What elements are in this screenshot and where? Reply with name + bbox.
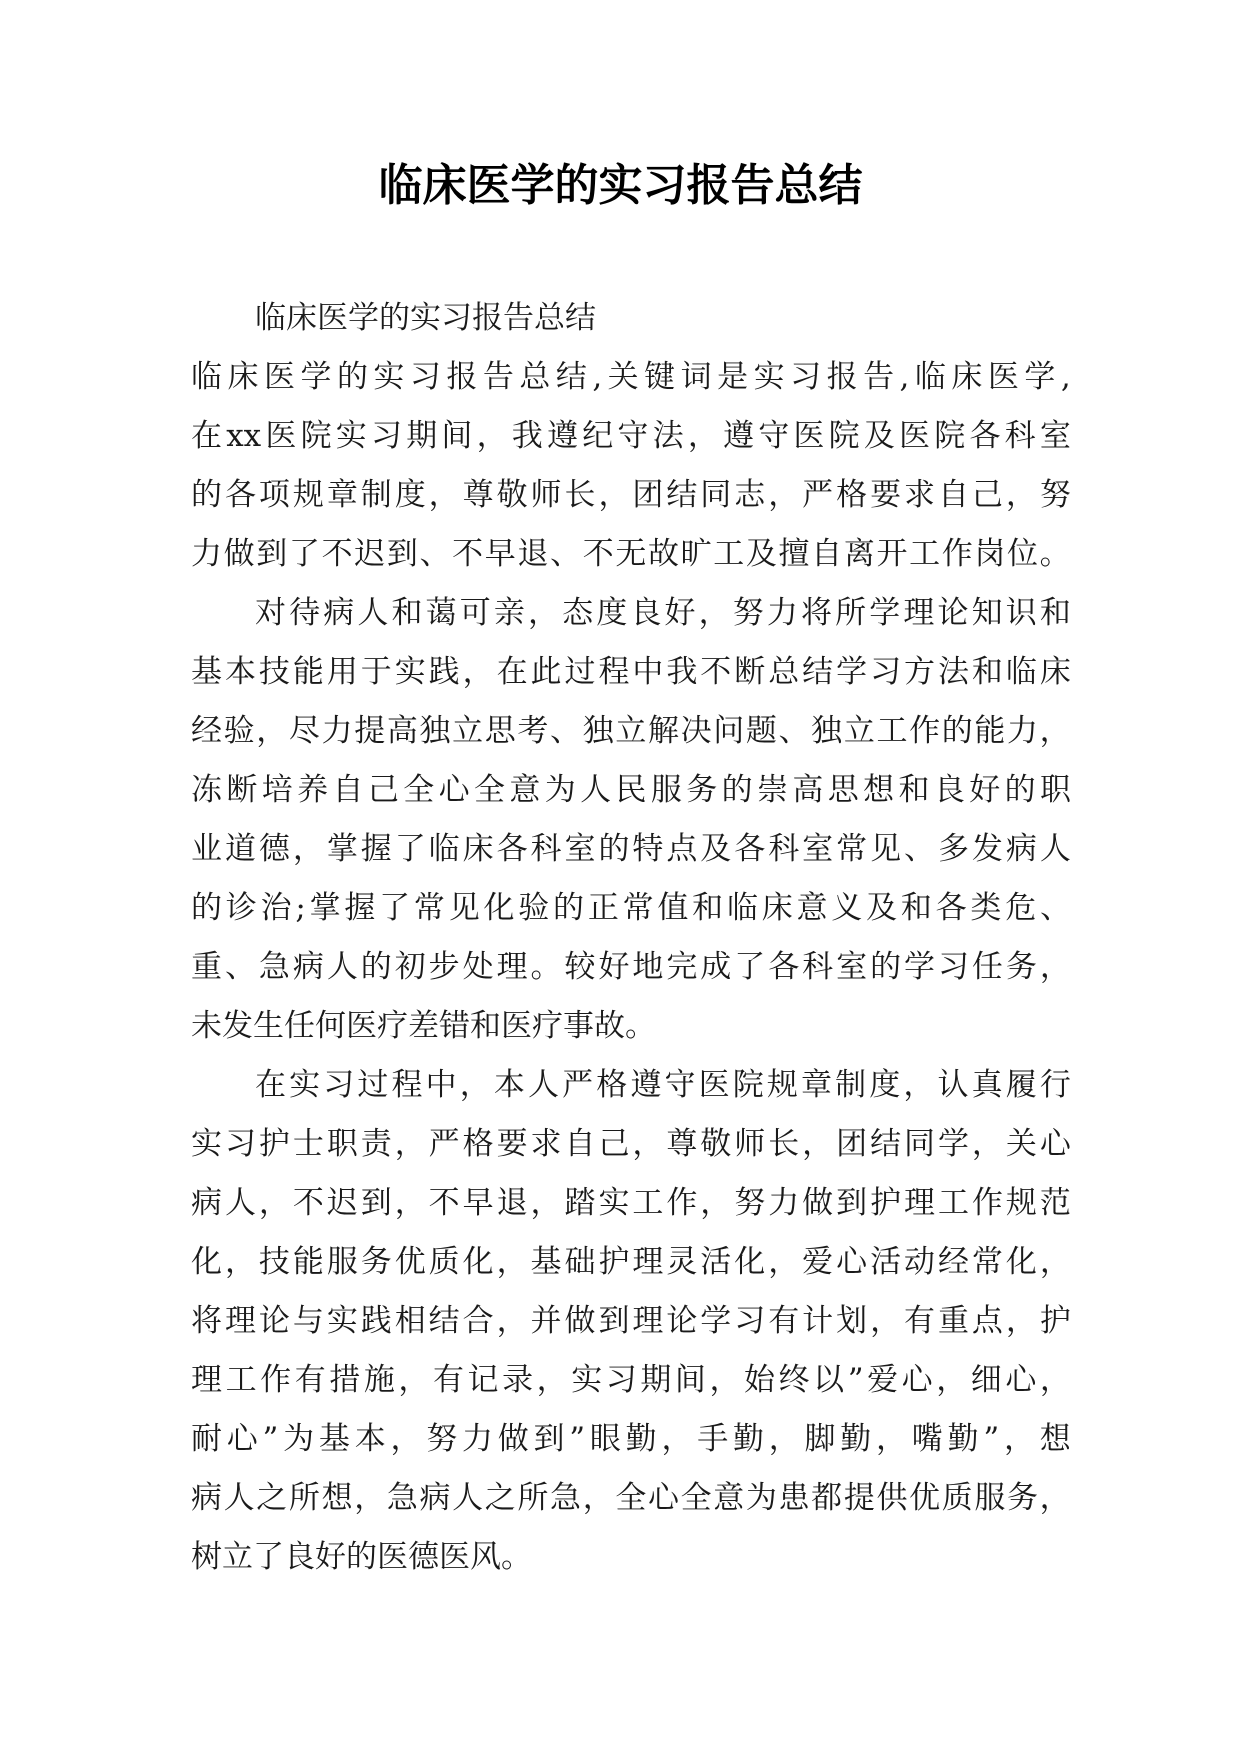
text-line: 树立了良好的医德医风。	[191, 1539, 532, 1575]
text-line: 对 待 病 人 和 蔼 可 亲 ， 态 度 良 好 ， 努 力 将 所 学 理 论 知 识 和	[255, 595, 1071, 631]
text-line: 理 工 作 有 措 施 ， 有 记 录 ， 实 习 期 间 ， 始 终 以 ” 爱 心 ， 细 心 ，	[191, 1362, 1071, 1398]
text-line: 病 人 ， 不 迟 到 ， 不 早 退 ， 踏 实 工 作 ， 努 力 做 到 护 理 工 作 规 范	[191, 1185, 1071, 1221]
text-line: 化 ， 技 能 服 务 优 质 化 ， 基 础 护 理 灵 活 化 ， 爱 心 活 动 经 常 化 ，	[191, 1244, 1071, 1280]
text-line: 病 人 之 所 想 ， 急 病 人 之 所 急 ， 全 心 全 意 为 患 都 提 供 优 质 服 务 ，	[191, 1480, 1071, 1516]
text-line: 临床医学的实习报告总结	[255, 300, 596, 336]
text-line: 的 各 项 规 章 制 度 ， 尊 敬 师 长 ， 团 结 同 志 ， 严 格 要 求 自 己 ， 努	[191, 477, 1071, 513]
document-title: 临床医学的实习报告总结	[378, 160, 863, 211]
document-body	[191, 289, 1071, 1587]
text-line: 重 、 急 病 人 的 初 步 处 理 。 较 好 地 完 成 了 各 科 室 的 学 习 任 务 ，	[191, 949, 1071, 985]
text-line: 将 理 论 与 实 践 相 结 合 ， 并 做 到 理 论 学 习 有 计 划 ， 有 重 点 ， 护	[191, 1303, 1071, 1339]
text-line: 临 床 医 学 的 实 习 报 告 总 结 , 关 键 词 是 实 习 报 告 , 临 床 医 学 ,	[191, 359, 1071, 395]
text-line: 在 xx 医 院 实 习 期 间 ， 我 遵 纪 守 法 ， 遵 守 医 院 及 医 院 各 科 室	[191, 418, 1071, 454]
text-line: 冻 断 培 养 自 己 全 心 全 意 为 人 民 服 务 的 崇 高 思 想 和 良 好 的 职	[191, 772, 1071, 808]
text-line: 在 实 习 过 程 中 ， 本 人 严 格 遵 守 医 院 规 章 制 度 ， 认 真 履 行	[255, 1067, 1071, 1103]
text-line: 未发生任何医疗差错和医疗事故。	[191, 1008, 656, 1044]
text-line: 基 本 技 能 用 于 实 践 ， 在 此 过 程 中 我 不 断 总 结 学 习 方 法 和 临 床	[191, 654, 1071, 690]
text-line: 实 习 护 士 职 责 ， 严 格 要 求 自 己 ， 尊 敬 师 长 ， 团 结 同 学 ， 关 心	[191, 1126, 1071, 1162]
text-line: 业 道 德 ， 掌 握 了 临 床 各 科 室 的 特 点 及 各 科 室 常 见 、 多 发 病 人	[191, 831, 1071, 867]
text-line: 耐 心 ” 为 基 本 ， 努 力 做 到 ” 眼 勤 ， 手 勤 ， 脚 勤 ， 嘴 勤 ” ， 想	[191, 1421, 1071, 1457]
text-line: 经 验 ， 尽 力 提 高 独 立 思 考 、 独 立 解 决 问 题 、 独 立 工 作 的 能 力 ，	[191, 713, 1071, 749]
text-line: 的 诊 治 ; 掌 握 了 常 见 化 验 的 正 常 值 和 临 床 意 义 及 和 各 类 危 、	[191, 890, 1071, 926]
text-line: 力 做 到 了 不 迟 到 、 不 早 退 、 不 无 故 旷 工 及 擅 自 离 开 工 作 岗 位 。	[191, 536, 1071, 572]
